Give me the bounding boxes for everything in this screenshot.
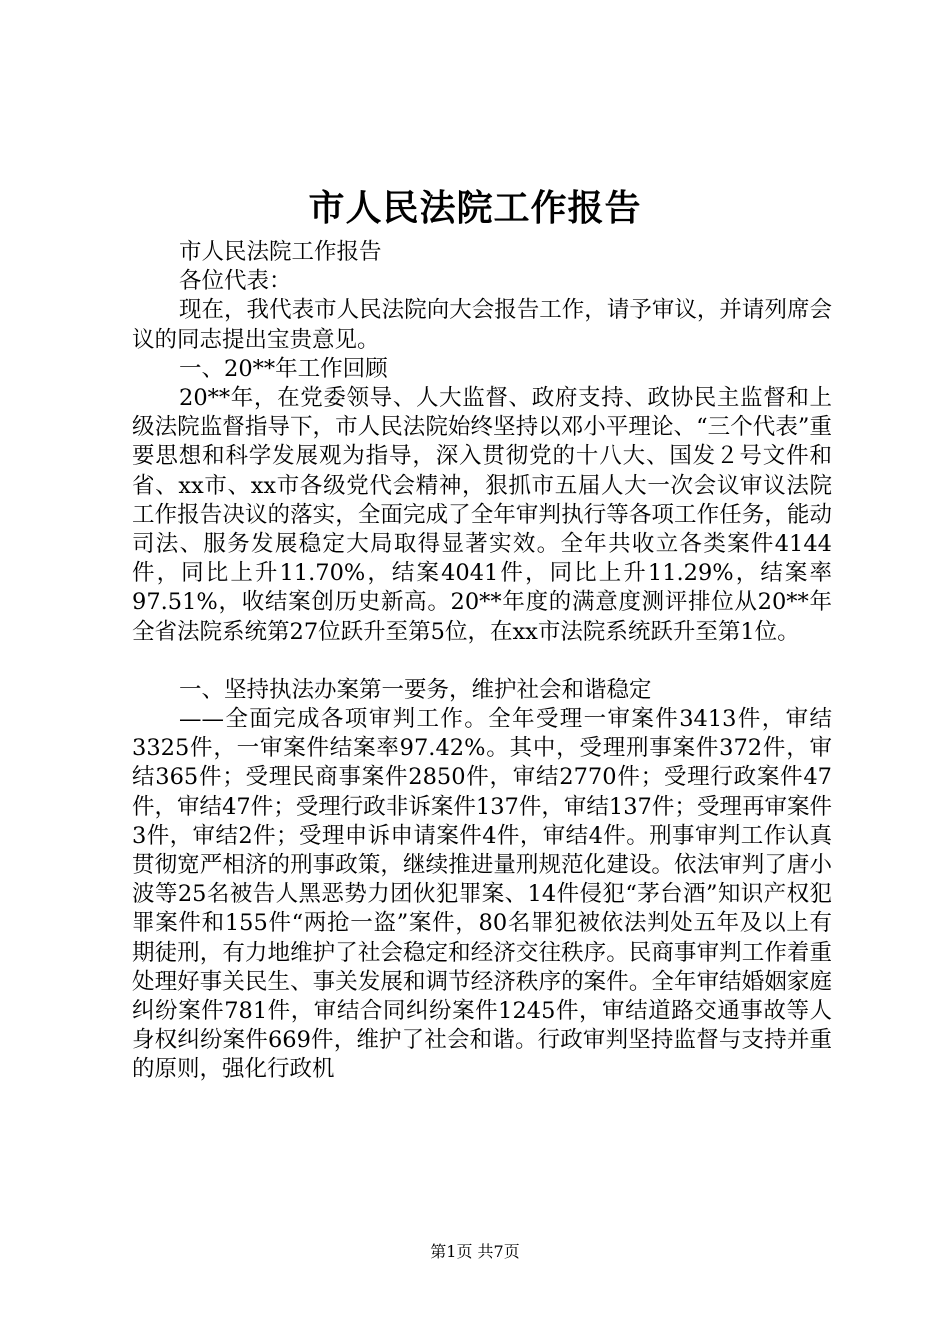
review-paragraph: 20**年，在党委领导、人大监督、政府支持、政协民主监督和上级法院监督指导下，市人民法院始终坚持以邓小平理论、“三个代表”重要思想和科学发展观为指导，深入贯彻党的十八大、国发２号文件和省、xx市、xx市各级党代会精神，狠抓市五届人大一次会议审议法院工作报告决议的落实，全面完成了全年审判执行等各项工作任务，能动司法、服务发展稳定大局取得显著实效。全年共收立各类案件4144件，同比上升11.70%，结案4041件，同比上升11.29%，结案率97.51%，收结案创历史新高。20**年度的满意度测评排位从20**年全省法院系统第27位跃升至第5位，在xx市法院系统跃升至第1位。 — [132, 385, 832, 645]
section-heading: 一、20**年工作回顾 — [179, 355, 388, 382]
document-title: 市人民法院工作报告 — [308, 187, 642, 229]
salutation-paragraph: 各位代表： — [179, 268, 292, 295]
document-body — [132, 238, 832, 1085]
trial-work-paragraph: ——全面完成各项审判工作。全年受理一审案件3413件，审结3325件，一审案件结案率97.42%。其中，受理刑事案件372件，审结365件；受理民商事案件2850件，审结2770件；受理行政案件47件，审结47件；受理行政非诉案件137件，审结137件；受理再审案件3件，审结2件；受理申诉申请案件4件，审结4件。刑事审判工作认真贯彻宽严相济的刑事政策，继续推进量刑规范化建设。依法审判了唐小波等25名被告人黑恶势力团伙犯罪案、14件侵犯“茅台酒”知识产权犯罪案件和155件“两抢一盗”案件，80名罪犯被依法判处五年及以上有期徒刑，有力地维护了社会稳定和经济交往秩序。民商事审判工作着重处理好事关民生、事关发展和调节经济秩序的案件。全年审结婚姻家庭纠纷案件781件，审结合同纠纷案件1245件，审结道路交通事故等人身权纠纷案件669件，维护了社会和谐。行政审判坚持监督与支持并重的原则，强化行政机 — [132, 706, 832, 1083]
subtitle-paragraph: 市人民法院工作报告 — [179, 239, 382, 265]
intro-paragraph: 现在，我代表市人民法院向大会报告工作，请予审议，并请列席会议的同志提出宝贵意见。 — [132, 297, 832, 353]
page-footer: 第1页 共7页 — [430, 1242, 520, 1261]
subsection-heading: 一、坚持执法办案第一要务，维护社会和谐稳定 — [179, 676, 652, 703]
